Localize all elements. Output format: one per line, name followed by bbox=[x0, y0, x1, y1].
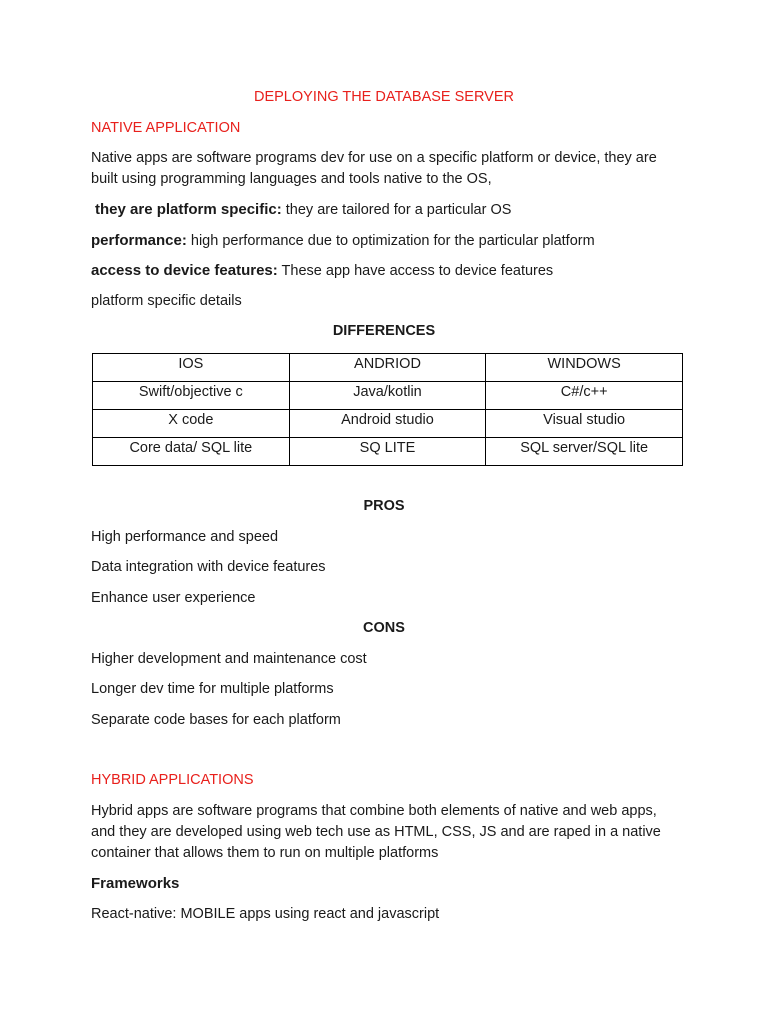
table-row bbox=[93, 354, 683, 382]
table-cell: Java/kotlin bbox=[289, 382, 486, 410]
native-heading: NATIVE APPLICATION bbox=[91, 120, 241, 136]
pros-heading: PROS bbox=[363, 498, 405, 514]
list-item: High performance and speed bbox=[91, 529, 279, 545]
table-row bbox=[93, 382, 683, 410]
point-label: performance: bbox=[91, 232, 187, 249]
table-cell: X code bbox=[93, 410, 290, 438]
table-row bbox=[93, 410, 683, 438]
point-label: they are platform specific: bbox=[95, 201, 282, 218]
table-cell: Swift/objective c bbox=[93, 382, 290, 410]
table-cell: C#/c++ bbox=[486, 382, 683, 410]
differences-heading: DIFFERENCES bbox=[332, 323, 436, 339]
cons-heading: CONS bbox=[363, 620, 405, 636]
table-row bbox=[93, 438, 683, 466]
point-platform-specific bbox=[95, 199, 511, 221]
frameworks-heading: Frameworks bbox=[91, 875, 180, 892]
document-title: DEPLOYING THE DATABASE SERVER bbox=[253, 89, 514, 105]
hybrid-intro: Hybrid apps are software programs that combine both elements of native and web apps, and they are developed using web tech use as HTML, CSS, JS and are raped in a native container that allows them to run on multiple platforms bbox=[91, 803, 661, 861]
table-cell: SQL server/SQL lite bbox=[486, 438, 683, 466]
table-cell: IOS bbox=[93, 354, 290, 382]
list-item: Separate code bases for each platform bbox=[91, 712, 341, 728]
table-cell: Android studio bbox=[289, 410, 486, 438]
point-performance bbox=[91, 230, 595, 252]
table-cell: Core data/ SQL lite bbox=[93, 438, 290, 466]
hybrid-heading: HYBRID APPLICATIONS bbox=[91, 772, 254, 788]
list-item: Enhance user experience bbox=[91, 590, 256, 606]
list-item: Data integration with device features bbox=[91, 559, 326, 575]
table-cell: ANDRIOD bbox=[289, 354, 486, 382]
list-item: React-native: MOBILE apps using react and javascript bbox=[91, 906, 440, 922]
list-item: Longer dev time for multiple platforms bbox=[91, 681, 334, 697]
platform-details: platform specific details bbox=[91, 293, 242, 309]
native-intro: Native apps are software programs dev for use on a specific platform or device, they are built using programming languages and tools native to the OS, bbox=[91, 150, 657, 187]
table-cell: WINDOWS bbox=[486, 354, 683, 382]
point-text: These app have access to device features bbox=[277, 263, 554, 279]
point-device-features bbox=[91, 260, 553, 282]
differences-table bbox=[92, 353, 683, 466]
list-item: Higher development and maintenance cost bbox=[91, 651, 367, 667]
table-cell: Visual studio bbox=[486, 410, 683, 438]
point-text: high performance due to optimization for the particular platform bbox=[186, 233, 595, 249]
point-text: they are tailored for a particular OS bbox=[281, 202, 512, 218]
point-label: access to device features: bbox=[91, 262, 278, 279]
table-cell: SQ LITE bbox=[289, 438, 486, 466]
